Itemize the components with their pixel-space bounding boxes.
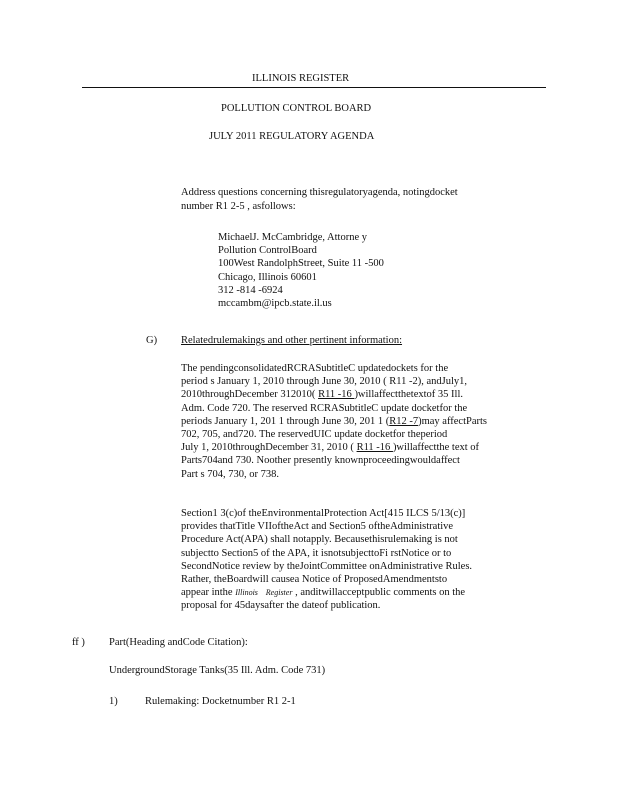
publication-name-register: Register [265,588,293,598]
section-g-paragraph-2: Section1 3(c)of theEnvironmentalProtection Act[415 ILCS 5/13(c)] provides thatTitle VIIoftheAct and Section5 oftheAdministrative Procedure Act(APA) shall notapply. Becausethisrulemaking is not subjectto Section5 of the APA, it isnotsubjecttoFi rstNotice or to SecondNotice review by theJointCommittee onAdministrative Rules. Rather, theBoardwill causea Notice of ProposedAmendmentsto appear inthe Illinois Register , anditwillacceptpublic comments on the proposal for 45daysafter the dateof publication. [181,508,473,612]
address-intro: Address questions concerning thisregulatoryagenda, notingdocket number R1 2-5 , asfollows: [181,187,458,212]
contact-org: Pollution ControlBoard [218,245,317,257]
contact-city: Chicago, Illinois 60601 [218,271,317,283]
rulemaking-docket: Rulemaking: Docketnumber R1 2-1 [145,696,296,707]
publication-name-illinois: Illinois [235,588,258,598]
agenda-title: JULY 2011 REGULATORY AGENDA [209,131,375,142]
docket-link-r12-7[interactable]: R12 -7 [389,415,419,427]
contact-email: mccambm@ipcb.state.il.us [218,297,332,309]
contact-block [218,231,384,310]
section-g-heading: Relatedrulemakings and other pertinent information: [181,335,403,346]
section-ff-marker: ff ) [72,637,85,648]
contact-phone: 312 -814 -6924 [218,284,283,296]
section-ff-heading: Part(Heading andCode Citation): [109,637,248,648]
contact-name: MichaelJ. McCambridge, Attorne y [218,232,368,243]
part-citation: UndergroundStorage Tanks(35 Ill. Adm. Code 731) [109,665,326,676]
section-g-marker: G) [146,335,158,346]
board-title: POLLUTION CONTROL BOARD [221,103,372,114]
header-rule [82,87,546,88]
section-g-paragraph-1: The pendingconsolidatedRCRASubtitleC updatedockets for the period s January 1, 2010 through June 30, 2010 ( R11 -2), andJuly1, 2010throughDecember 312010( R11 -16 )willaffectthetextof 35 Ill. Adm. Code 720. The reserved RCRASubtitleC update docketfor the periods January 1, 201 1 through June 30, 201 1 (R12 -7)may affectParts 702, 705, and720. The reservedUIC update docketfor theperiod July 1, 2010throughDecember 31, 2010 ( R11 -16 )willaffectthe text of Parts704and 730. Noother presently knownproceedingwouldaffect Part s 704, 730, or 738. [181,363,488,480]
docket-link-r11-16[interactable]: R11 -16 [318,389,355,401]
register-title: ILLINOIS REGISTER [252,73,350,84]
item-marker: 1) [109,696,118,707]
docket-link-r11-16-second[interactable]: R11 -16 [356,442,393,454]
contact-street: 100West RandolphStreet, Suite 11 -500 [218,258,384,270]
